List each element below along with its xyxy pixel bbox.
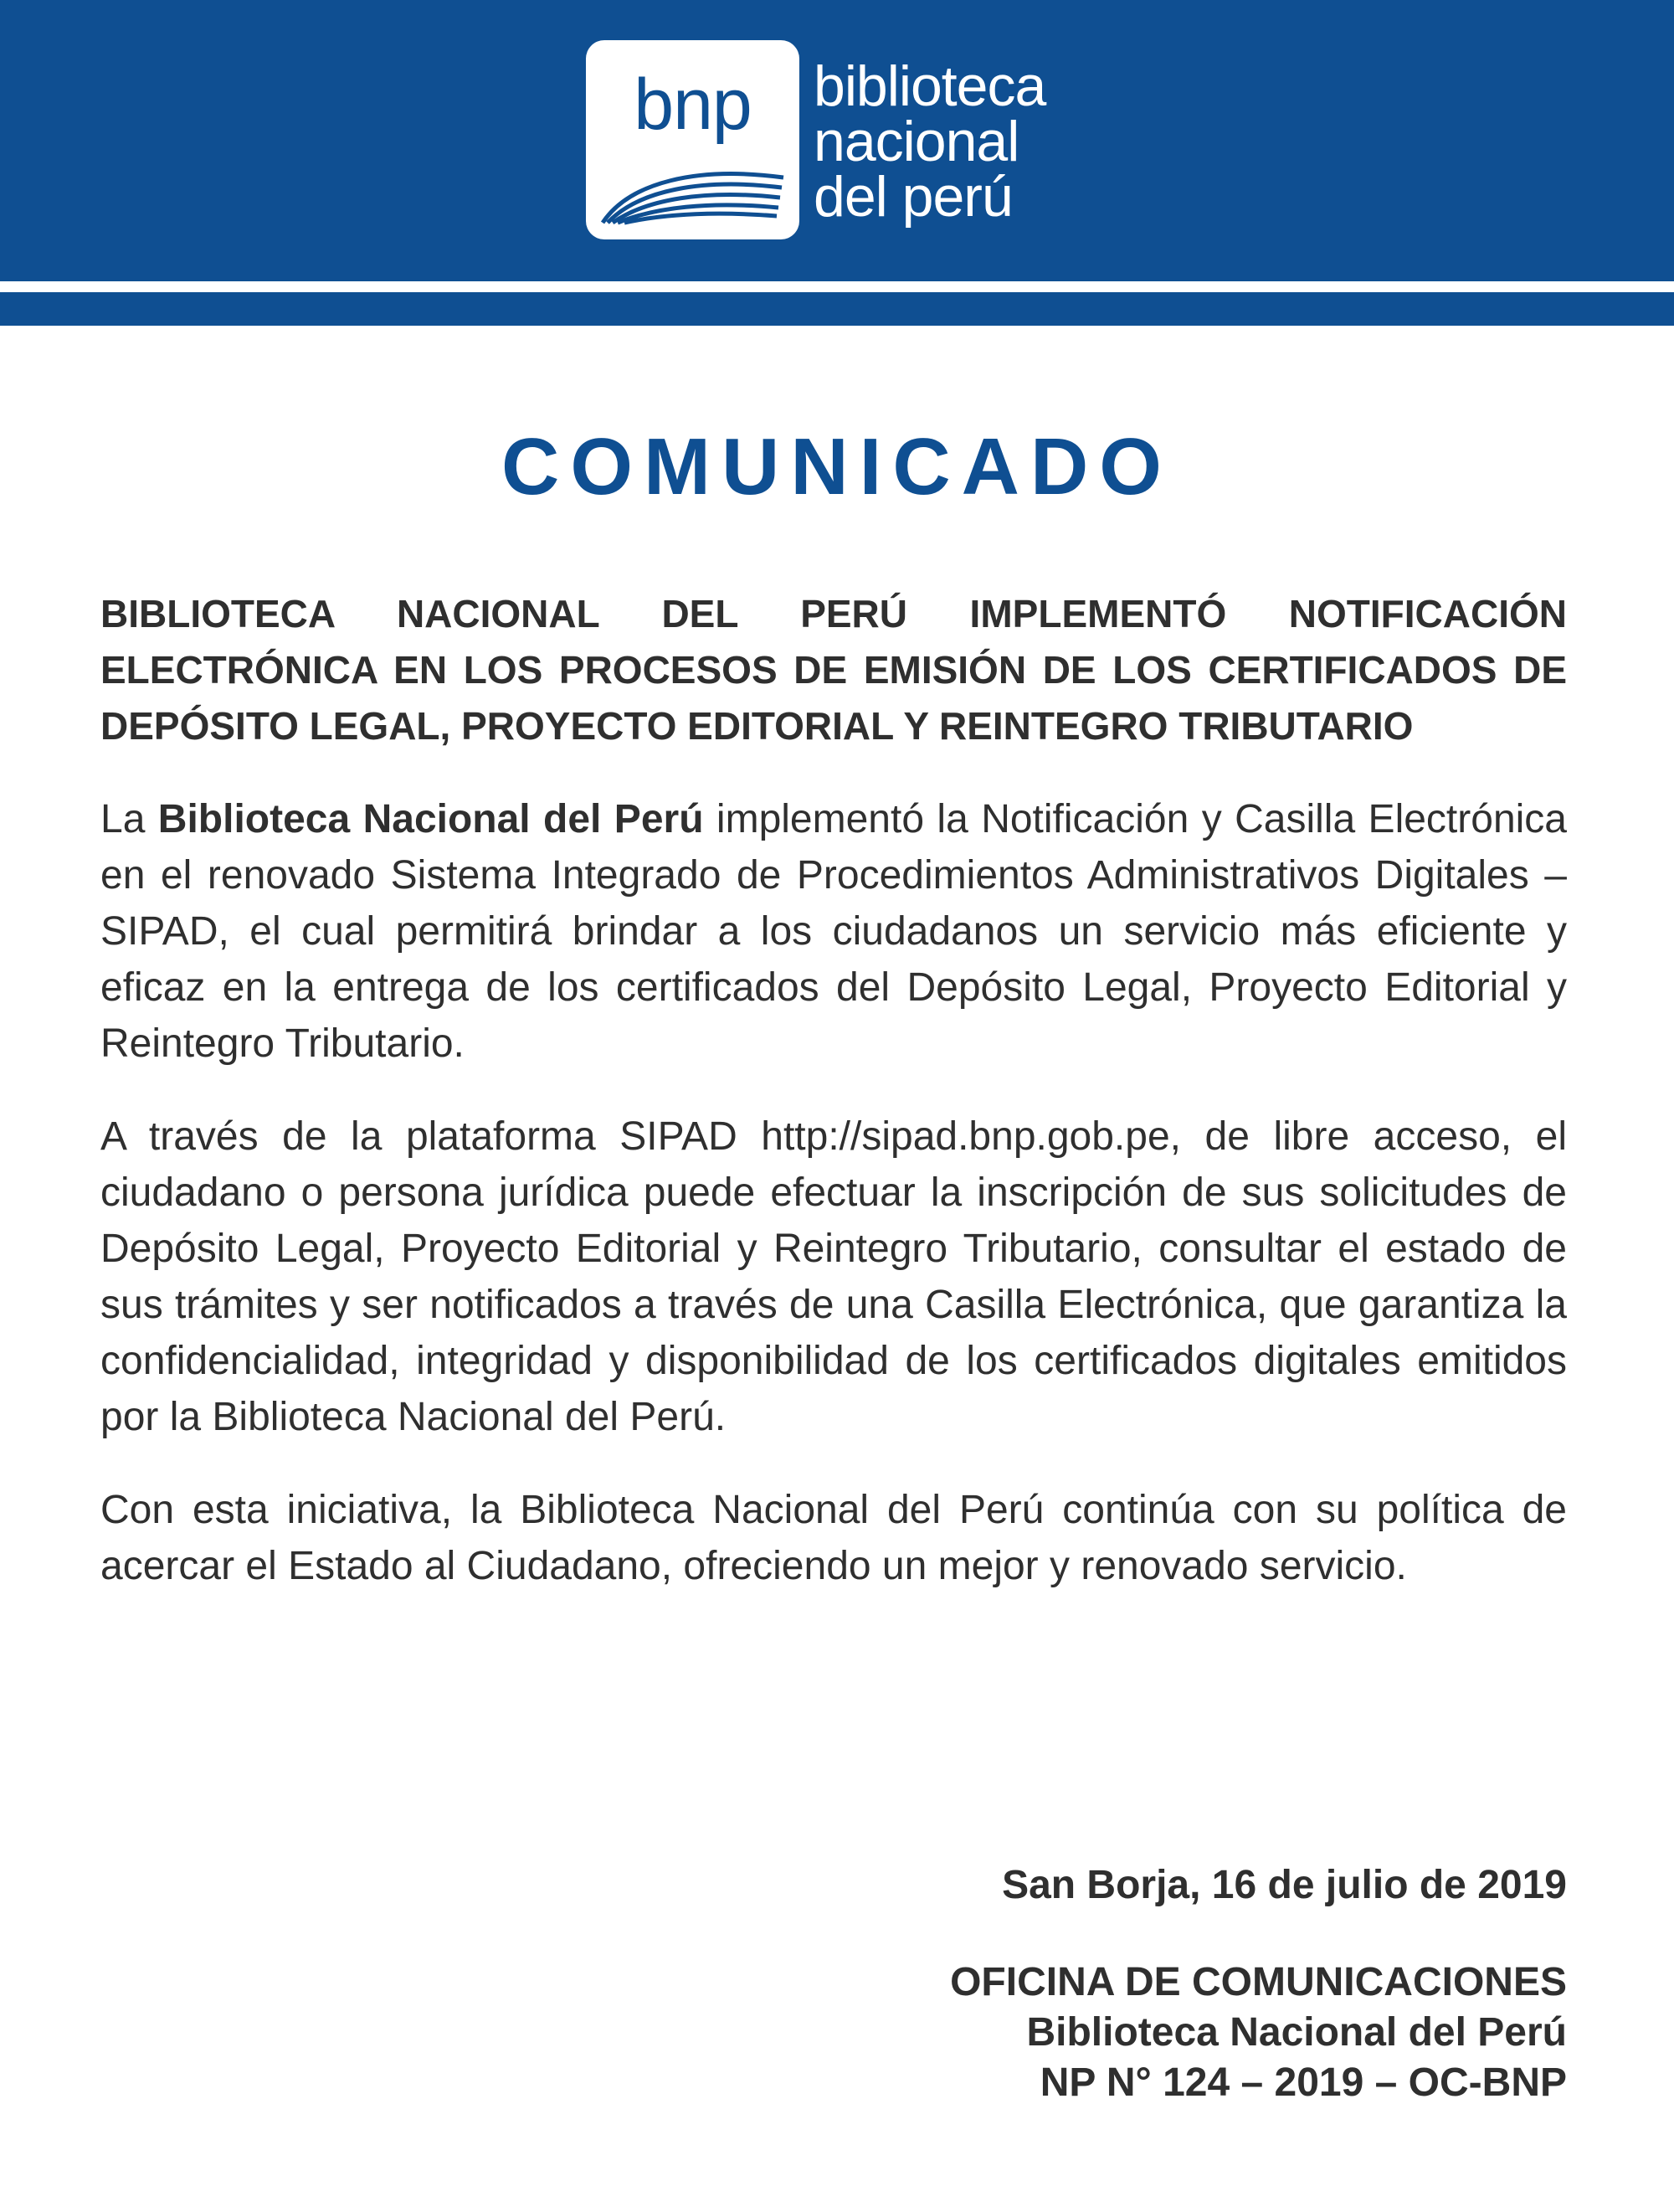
office-name: OFICINA DE COMUNICACIONES — [950, 1960, 1567, 2004]
logo-wordmark — [814, 54, 1046, 229]
headline: BIBLIOTECA NACIONAL DEL PERÚ IMPLEMENTÓ NOTIFICACIÓN ELECTRÓNICA EN LOS PROCESOS DE EMISIÓN DE LOS CERTIFICADOS DE DEPÓSITO LEGAL, PROYECTO EDITORIAL Y REINTEGRO TRIBUTARIO — [100, 592, 1567, 748]
paragraph-1-prefix: La — [100, 797, 158, 841]
open-book-icon — [596, 157, 790, 226]
paragraph-2: A través de la plataforma SIPAD http://sipad.bnp.gob.pe, de libre acceso, el ciudadano o persona jurídica puede efectuar la inscripción de sus solicitudes de Depósito Legal, Proyecto Editorial y Reintegro Tributario, consultar el estado de sus trámites y ser notificados a través de una Casilla Electrónica, que garantiza la confidencialidad, integridad y disponibilidad de los certificados digitales emitidos por la Biblioteca Nacional del Perú. — [100, 1114, 1567, 1439]
paragraph-1-rest: implementó la Notificación y Casilla Electrónica en el renovado Sistema Integrado de Procedimientos Administrativos Digitales – SIPAD, el cual permitirá brindar a los ciudadanos un servicio más eficiente y eficaz en la entrega de los certificados del Depósito Legal, Proyecto Editorial y Reintegro Tributario. — [100, 797, 1567, 1066]
page-title: COMUNICADO — [501, 422, 1173, 512]
reference-number: NP N° 124 – 2019 – OC-BNP — [1040, 2060, 1567, 2105]
logo-line-3: del perú — [814, 165, 1013, 229]
logo-line-1: biblioteca — [814, 54, 1046, 118]
logo-abbreviation: bnp — [634, 64, 752, 145]
paragraph-1 — [100, 791, 1567, 1072]
paragraph-1-bold: Biblioteca Nacional del Perú — [157, 797, 704, 841]
bnp-logo — [586, 40, 1088, 241]
logo-line-2: nacional — [814, 110, 1019, 173]
paragraph-3: Con esta iniciativa, la Biblioteca Nacional del Perú continúa con su política de acercar el Estado al Ciudadano, ofreciendo un mejor y renovado servicio. — [100, 1488, 1567, 1588]
logo-badge — [586, 40, 799, 239]
institution-name: Biblioteca Nacional del Perú — [1026, 2010, 1567, 2055]
document-body — [100, 586, 1567, 1631]
date-line: San Borja, 16 de julio de 2019 — [1002, 1863, 1567, 1907]
office-block — [950, 1957, 1567, 2108]
header-banner — [0, 0, 1674, 281]
header-divider-band — [0, 292, 1674, 326]
signature-block — [950, 1860, 1567, 2108]
